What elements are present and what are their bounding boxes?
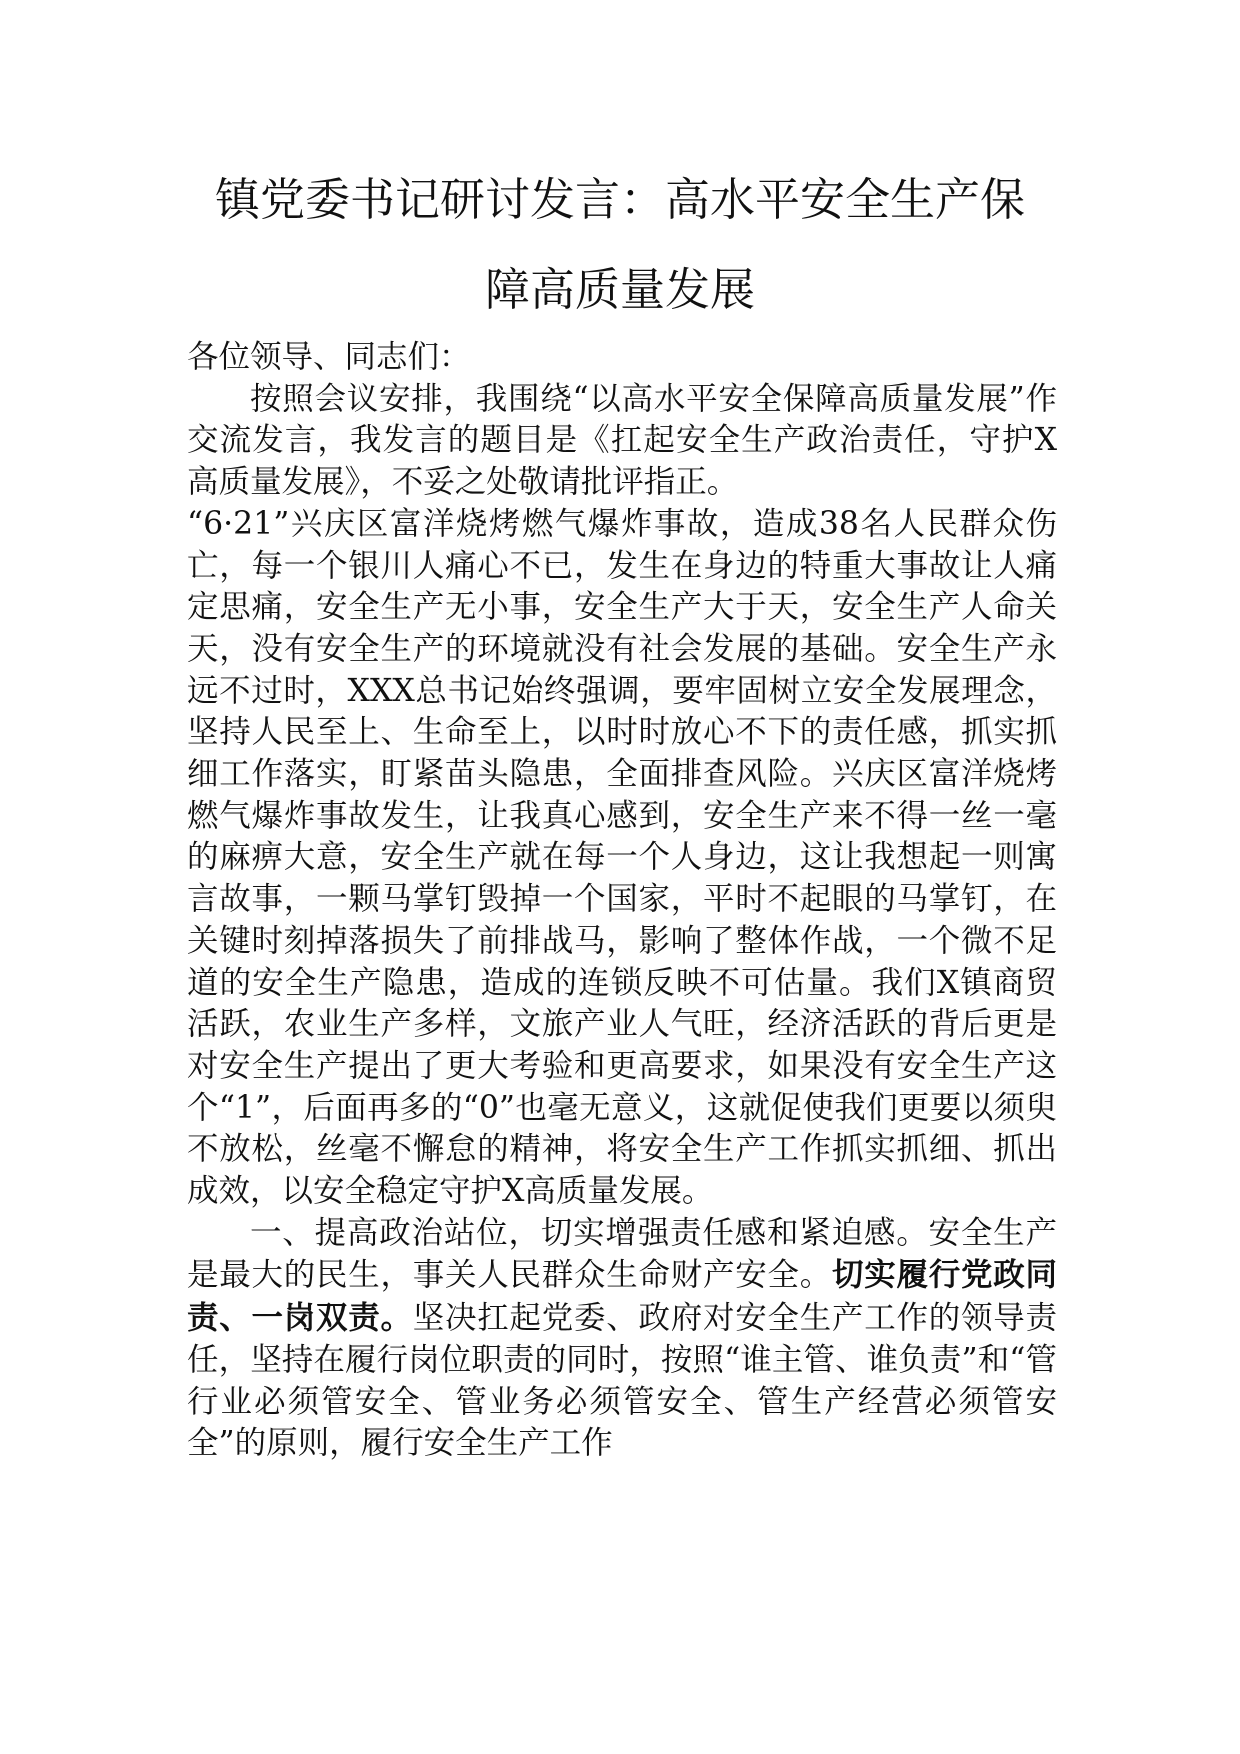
section-one-heading: 一、提高政治站位，切实增强责任感和紧迫感。 xyxy=(250,1214,929,1251)
salutation: 各位领导、同志们： xyxy=(187,339,471,375)
paragraph-incident: “6·21”兴庆区富洋烧烤燃气爆炸事故，造成38名人民群众伤亡，每一个银川人痛心不已，发生在身边的特重大事故让人痛定思痛，安全生产无小事，安全生产大于天，安全生产人命关天，没有安全生产的环境就没有社会发展的基础。安全生产永远不过时，XXX总书记始终强调，要牢固树立安全发展理念，坚持人民至上、生命至上，以时时放心不下的责任感，抓实抓细工作落实，盯紧苗头隐患，全面排查风险。兴庆区富洋烧烤燃气爆炸事故发生，让我真心感到，安全生产来不得一丝一毫的麻痹大意，安全生产就在每一个人身边，这让我想起一则寓言故事，一颗马掌钉毁掉一个国家，平时不起眼的马掌钉，在关键时刻掉落损失了前排战马，影响了整体作战，一个微不足道的安全生产隐患，造成的连锁反映不可估量。我们X镇商贸活跃，农业生产多样，文旅产业人气旺，经济活跃的背后更是对安全生产提出了更大考验和更高要求，如果没有安全生产这个“1”，后面再多的“0”也毫无意义，这就促使我们更要以须臾不放松，丝毫不懈怠的精神，将安全生产工作抓实抓细、抓出成效，以安全稳定守护X高质量发展。 xyxy=(187,505,1057,1210)
document-title-line-2: 障高质量发展 xyxy=(484,263,755,316)
section-one-text-a: 安全生产是最大的民生，事关人民群众生命财产安全。 xyxy=(187,1214,1057,1294)
section-one-bold-point: 切实履行党政同责、一岗双责。 xyxy=(187,1256,1057,1337)
document-body xyxy=(187,337,1057,1465)
document-title-line-1: 镇党委书记研讨发言：高水平安全生产保 xyxy=(214,173,1025,226)
paragraph-section-one xyxy=(187,1213,1057,1465)
section-one-text-b: 坚决扛起党委、政府对安全生产工作的领导责任，坚持在履行岗位职责的同时，按照“谁主管、谁负责”和“管行业必须管安全、管业务必须管安全、管生产经营必须管安全”的原则，履行安全生产工作 xyxy=(187,1300,1057,1462)
paragraph-intro: 按照会议安排，我围绕“以高水平安全保障高质量发展”作交流发言，我发言的题目是《扛起安全生产政治责任，守护X高质量发展》，不妥之处敬请批评指正。 xyxy=(187,380,1057,501)
